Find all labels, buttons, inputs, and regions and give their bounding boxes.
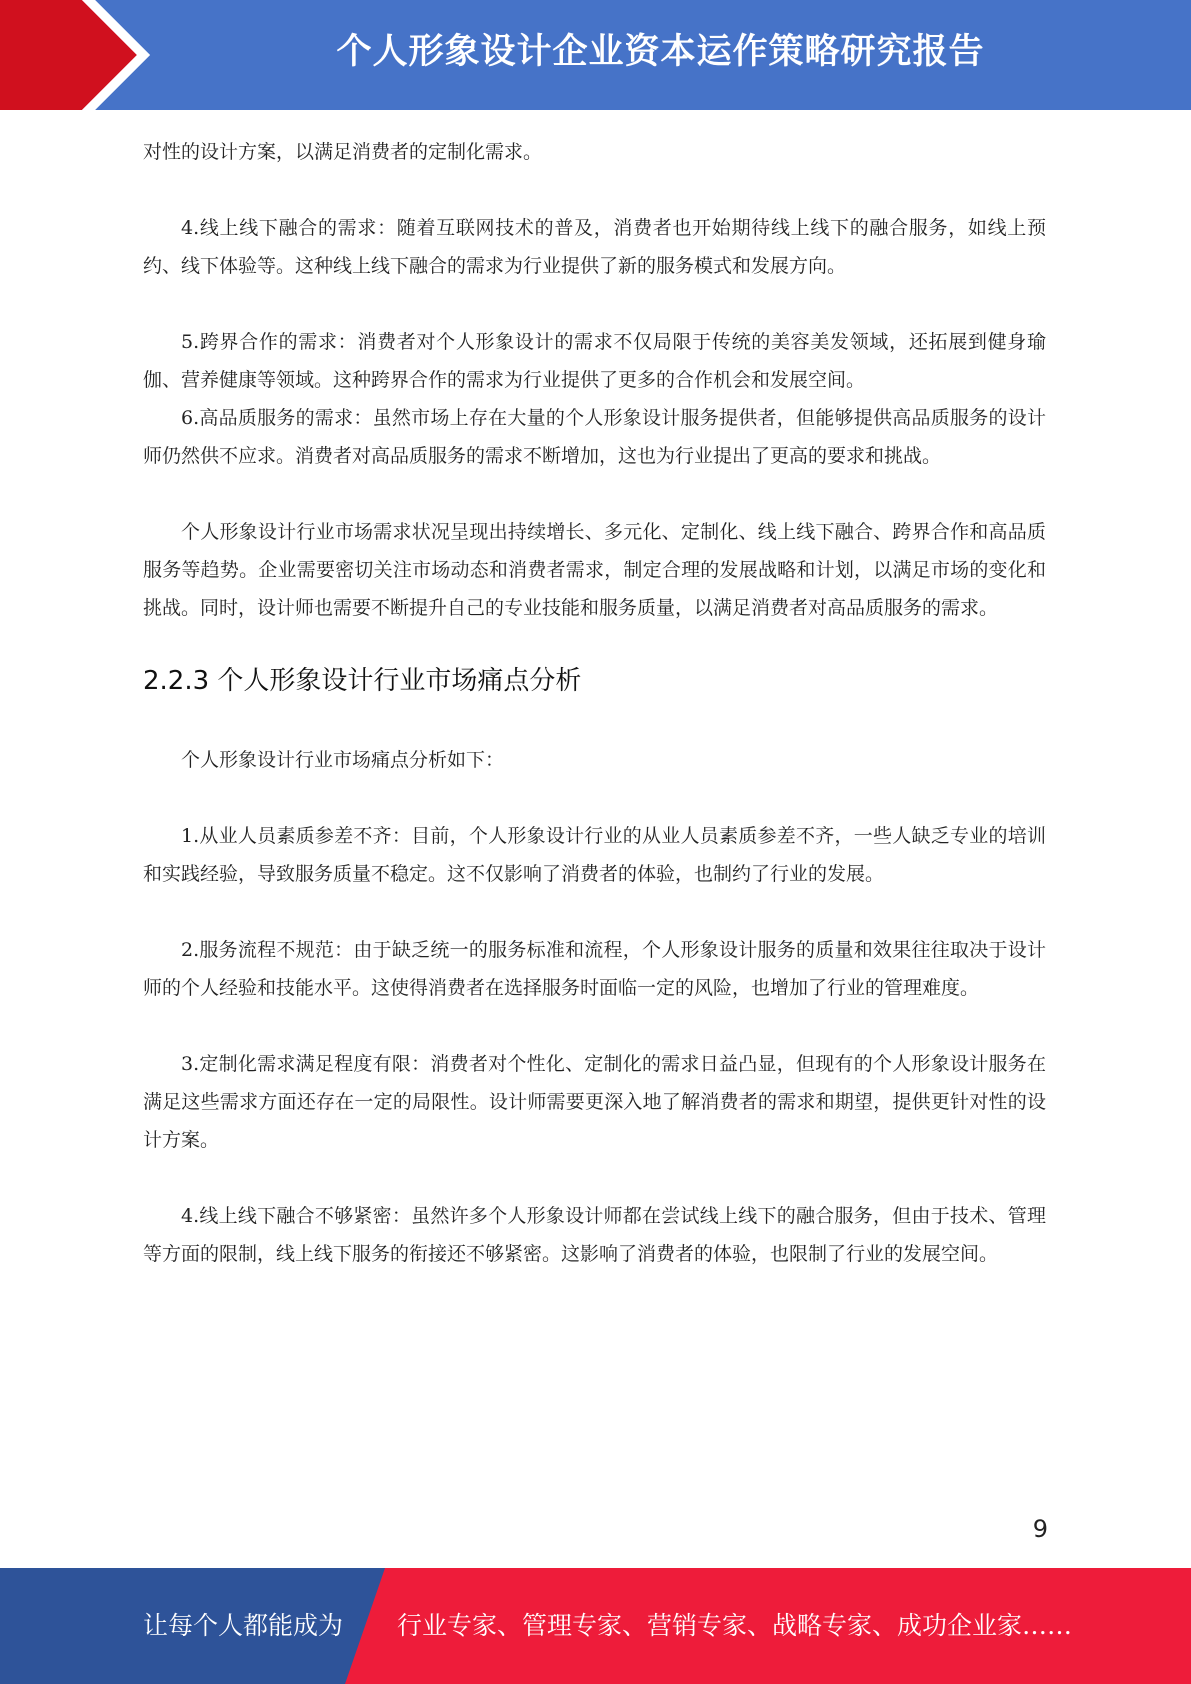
report-title: 个人形象设计企业资本运作策略研究报告 bbox=[336, 32, 985, 72]
paragraph: 个人形象设计行业市场痛点分析如下： bbox=[181, 749, 505, 771]
paragraph: 3.定制化需求满足程度有限：消费者对个性化、定制化的需求日益凸显，但现有的个人形象设计服务在满足这些需求方面还存在一定的局限性。设计师需要更深入地了解消费者的需求和期望，提供更针对性的设计方案。 bbox=[143, 1053, 1046, 1151]
paragraph: 4.线上线下融合不够紧密：虽然许多个人形象设计师都在尝试线上线下的融合服务，但由于技术、管理等方面的限制，线上线下服务的衔接还不够紧密。这影响了消费者的体验，也限制了行业的发展空间。 bbox=[143, 1205, 1046, 1265]
page-header bbox=[0, 0, 1191, 110]
footer-slogan-left: 让每个人都能成为 bbox=[143, 1611, 344, 1640]
paragraph: 个人形象设计行业市场需求状况呈现出持续增长、多元化、定制化、线上线下融合、跨界合作和高品质服务等趋势。企业需要密切关注市场动态和消费者需求，制定合理的发展战略和计划，以满足市场的变化和挑战。同时，设计师也需要不断提升自己的专业技能和服务质量，以满足消费者对高品质服务的需求。 bbox=[143, 521, 1046, 619]
paragraph: 6.高品质服务的需求：虽然市场上存在大量的个人形象设计服务提供者，但能够提供高品质服务的设计师仍然供不应求。消费者对高品质服务的需求不断增加，这也为行业提出了更高的要求和挑战。 bbox=[143, 407, 1046, 467]
paragraph: 2.服务流程不规范：由于缺乏统一的服务标准和流程，个人形象设计服务的质量和效果往往取决于设计师的个人经验和技能水平。这使得消费者在选择服务时面临一定的风险，也增加了行业的管理难度。 bbox=[143, 939, 1046, 999]
document-body bbox=[143, 133, 1046, 1273]
page-number: 9 bbox=[1032, 1515, 1048, 1543]
footer-slogan-right: 行业专家、管理专家、营销专家、战略专家、成功企业家…… bbox=[397, 1611, 1073, 1640]
page-footer bbox=[0, 1568, 1191, 1684]
paragraph: 对性的设计方案，以满足消费者的定制化需求。 bbox=[143, 141, 543, 163]
paragraph: 1.从业人员素质参差不齐：目前，个人形象设计行业的从业人员素质参差不齐，一些人缺乏专业的培训和实践经验，导致服务质量不稳定。这不仅影响了消费者的体验，也制约了行业的发展。 bbox=[143, 825, 1046, 885]
paragraph: 4.线上线下融合的需求：随着互联网技术的普及，消费者也开始期待线上线下的融合服务，如线上预约、线下体验等。这种线上线下融合的需求为行业提供了新的服务模式和发展方向。 bbox=[143, 217, 1046, 277]
section-heading: 2.2.3 个人形象设计行业市场痛点分析 bbox=[143, 666, 582, 696]
paragraph: 5.跨界合作的需求：消费者对个人形象设计的需求不仅局限于传统的美容美发领域，还拓展到健身瑜伽、营养健康等领域。这种跨界合作的需求为行业提供了更多的合作机会和发展空间。 bbox=[143, 331, 1046, 391]
